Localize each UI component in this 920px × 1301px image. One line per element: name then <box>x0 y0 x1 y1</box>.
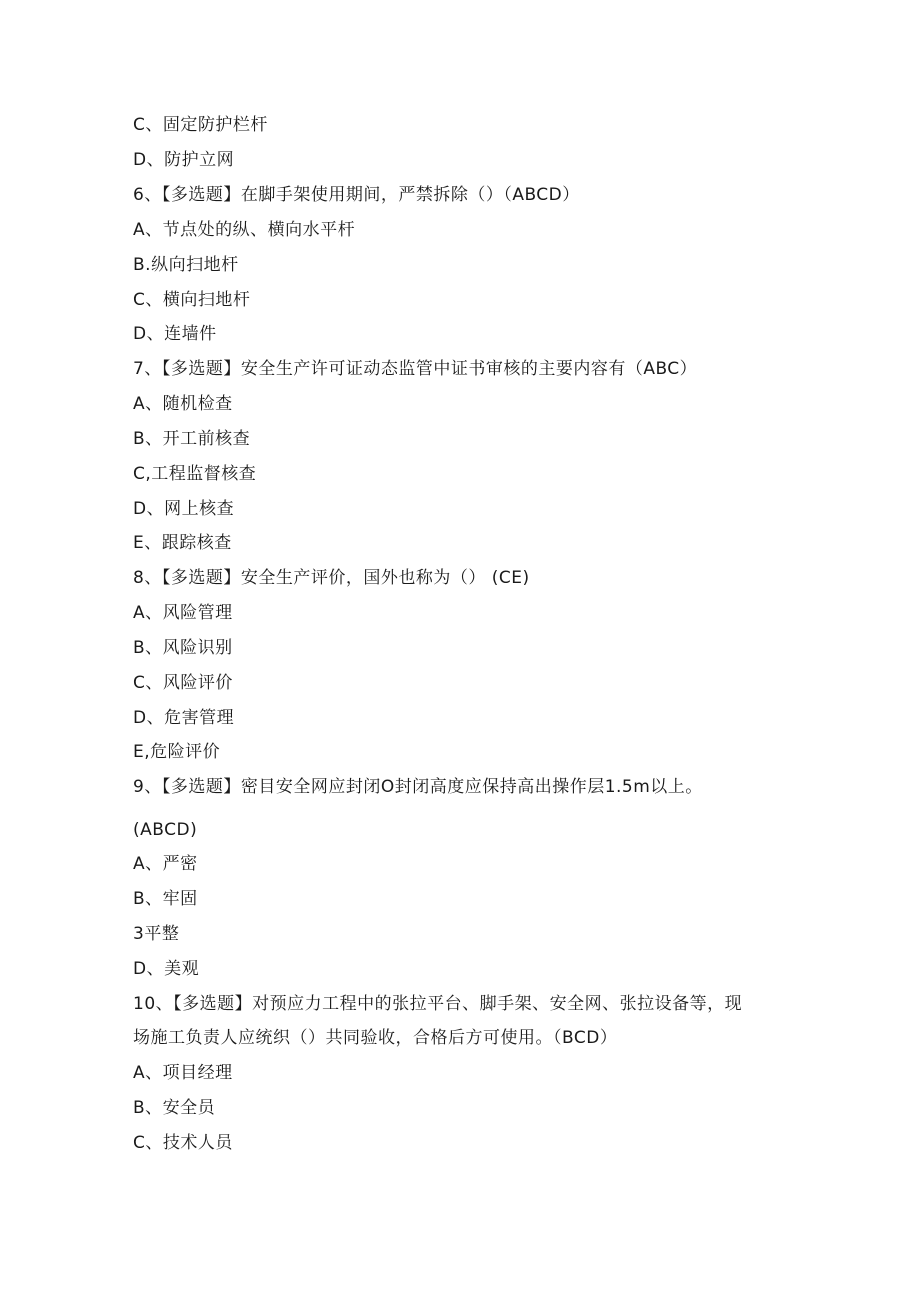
question-line: 10、【多选题】对预应力工程中的张拉平台、脚手架、安全网、张拉设备等，现 <box>133 994 743 1014</box>
option-line: E、跟踪核查 <box>133 533 232 553</box>
question-line: 6、【多选题】在脚手架使用期间，严禁拆除（）（ABCD） <box>133 185 580 205</box>
option-line: A、项目经理 <box>133 1063 233 1083</box>
option-line: D、防护立网 <box>133 150 235 170</box>
option-line: B、安全员 <box>133 1098 216 1118</box>
question-line: 9、【多选题】密目安全网应封闭O封闭高度应保持高出操作层1.5m以上。 <box>133 777 703 797</box>
option-line: C、固定防护栏杆 <box>133 115 268 135</box>
option-line: B、风险识别 <box>133 638 233 658</box>
option-line: C、横向扫地杆 <box>133 290 251 310</box>
option-line: A、节点处的纵、横向水平杆 <box>133 220 356 240</box>
option-line: D、连墙件 <box>133 324 217 344</box>
question-line: 7、【多选题】安全生产许可证动态监管中证书审核的主要内容有（ABC） <box>133 359 698 379</box>
question-line-continued: 场施工负责人应统织（）共同验收，合格后方可使用。（BCD） <box>133 1028 618 1048</box>
option-line: D、美观 <box>133 959 200 979</box>
option-line: B、开工前核查 <box>133 429 251 449</box>
option-line: B、牢固 <box>133 889 198 909</box>
option-line: A、随机检查 <box>133 394 233 414</box>
answer-line: (ABCD) <box>133 820 198 840</box>
option-line: C、风险评价 <box>133 673 233 693</box>
option-line: 3平整 <box>133 924 180 944</box>
option-line: E,危险评价 <box>133 742 221 762</box>
option-line: D、危害管理 <box>133 708 235 728</box>
option-line: A、风险管理 <box>133 603 233 623</box>
option-line: A、严密 <box>133 854 198 874</box>
option-line: D、网上核查 <box>133 499 235 519</box>
question-line: 8、【多选题】安全生产评价，国外也称为（） (CE) <box>133 568 530 588</box>
option-line: C、技术人员 <box>133 1133 233 1153</box>
option-line: B.纵向扫地杆 <box>133 255 239 275</box>
option-line: C,工程监督核查 <box>133 464 257 484</box>
